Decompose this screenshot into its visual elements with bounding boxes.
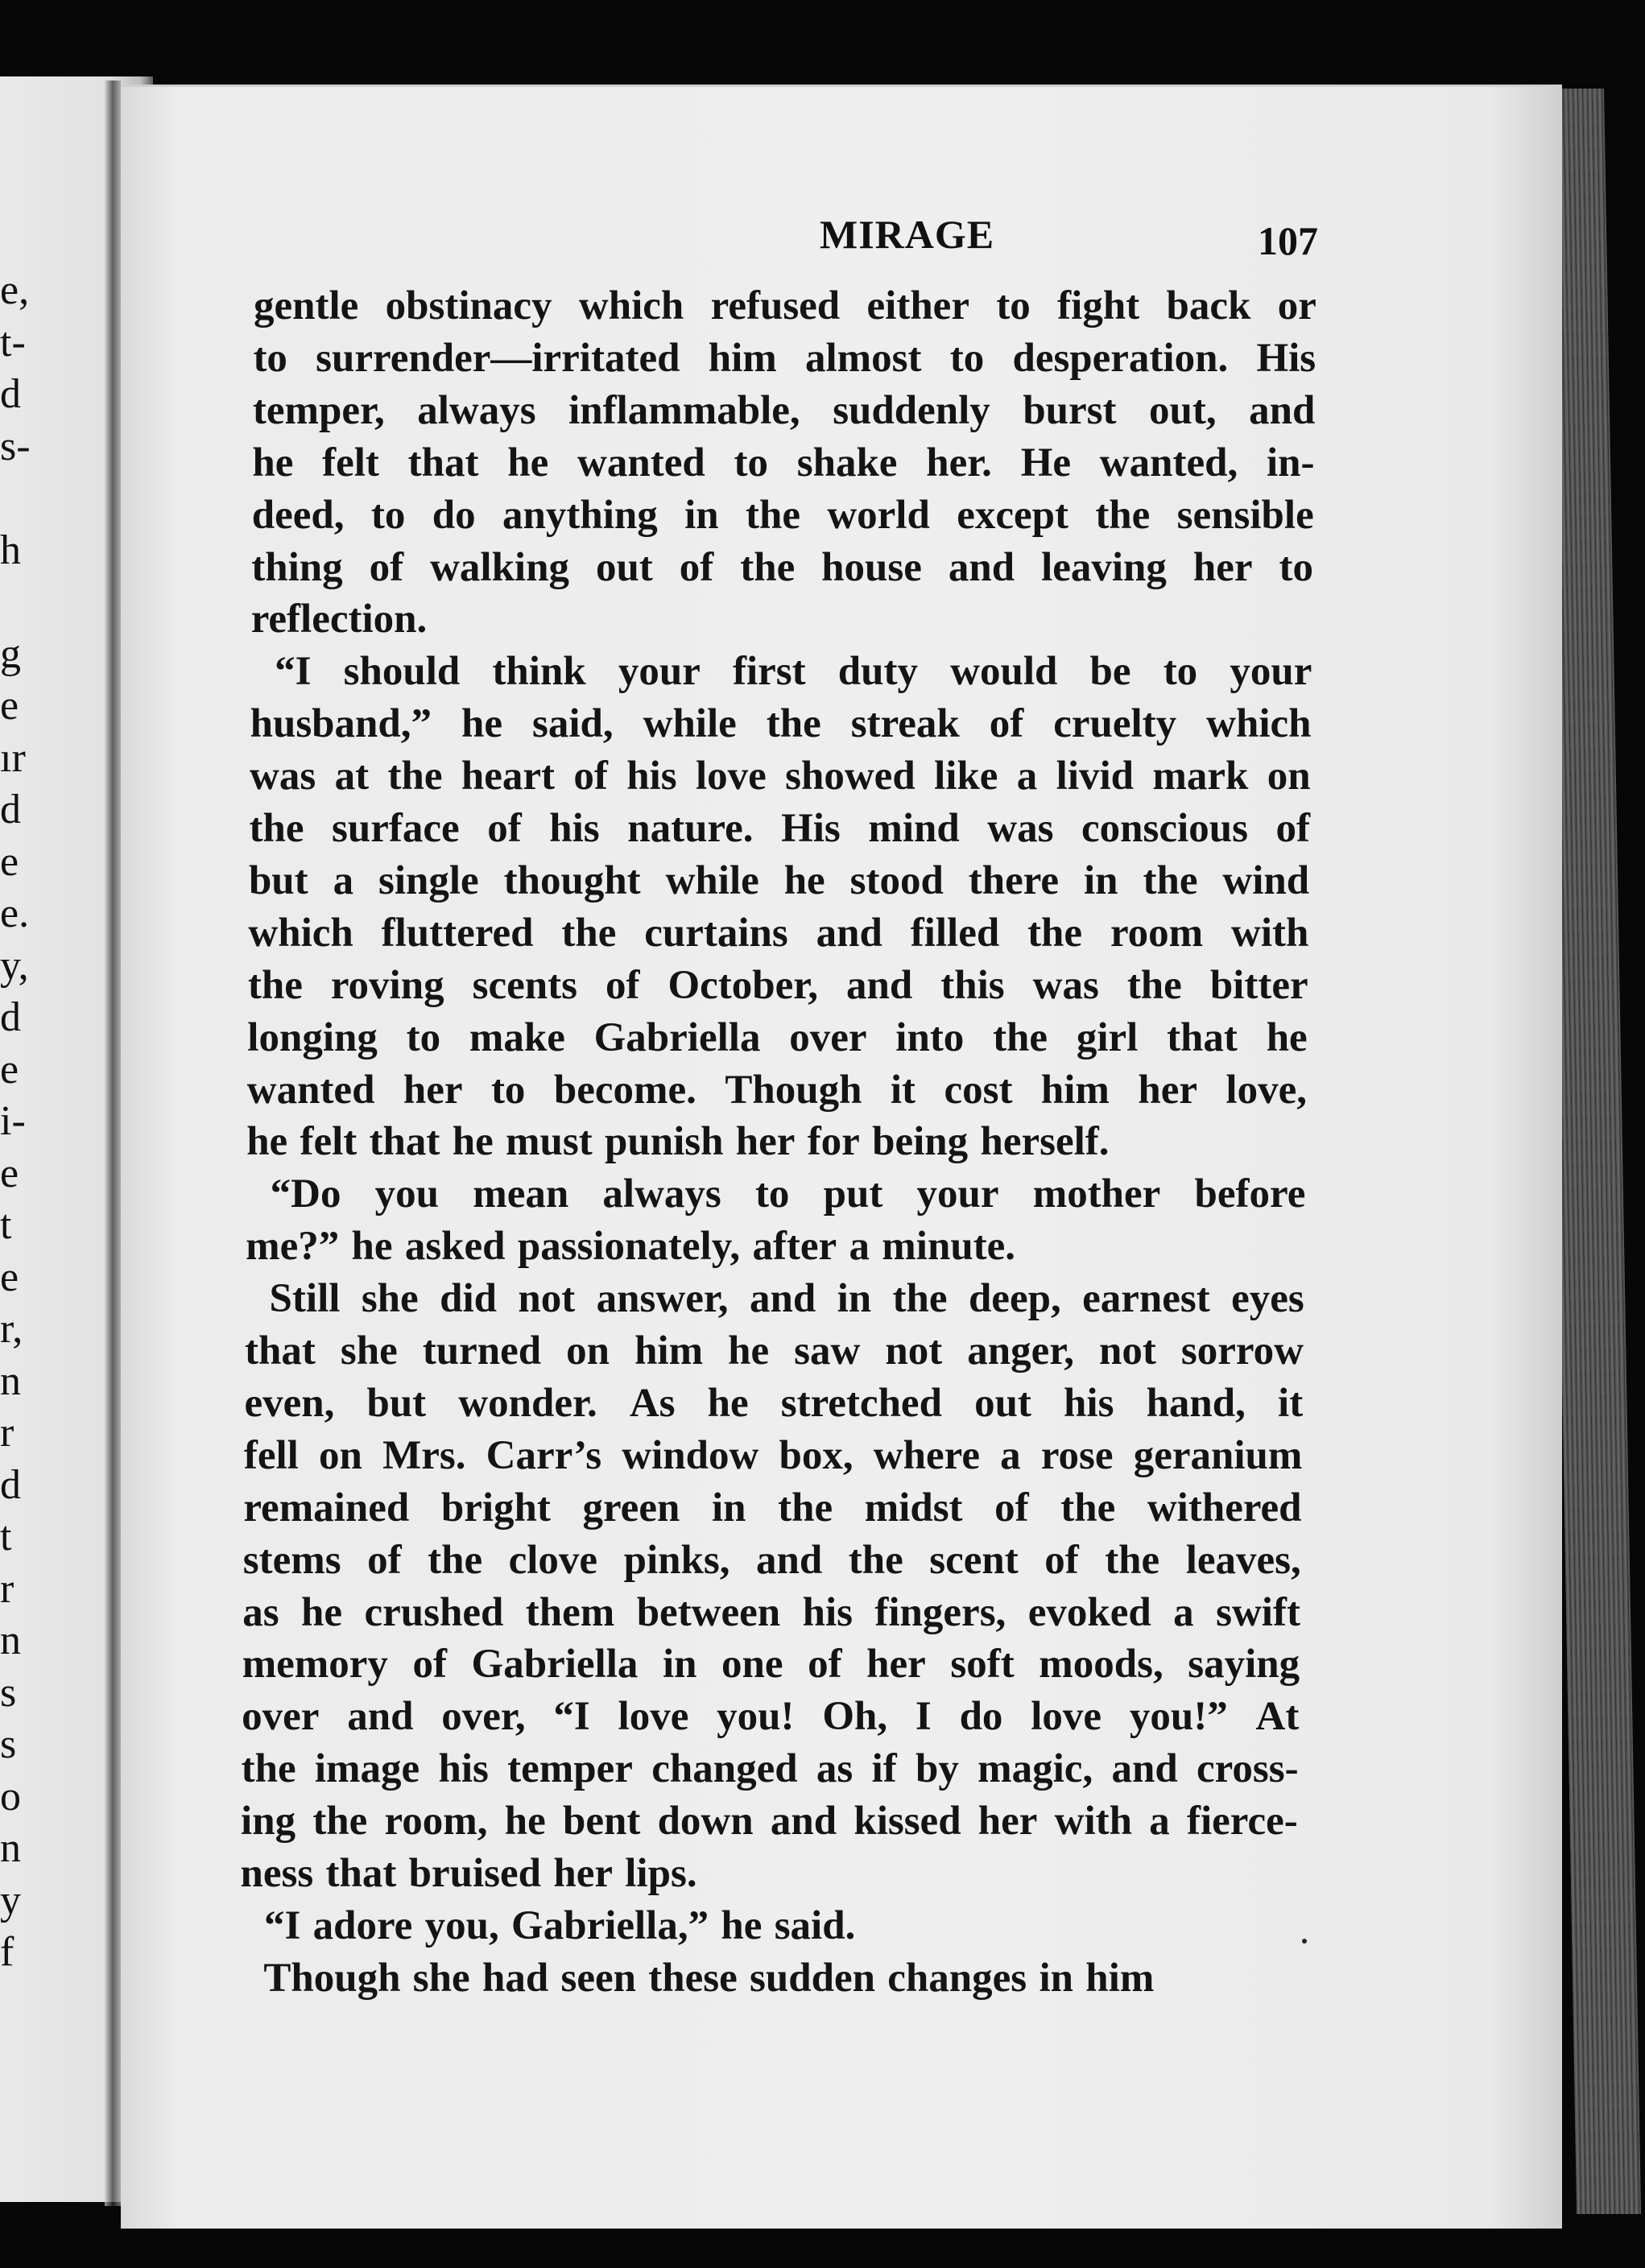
left-page-fragment: e [0,1254,19,1300]
left-page-fragment: r, [0,1306,23,1352]
body-text [121,0,1562,2268]
text-line: thing of walking out of the house and leaving her to [251,544,1313,590]
text-line: as he crushed them between his fingers, evoked a swift [242,1589,1300,1635]
text-line: was at the heart of his love showed like a livid mark on [250,754,1311,799]
left-page-fragment: s [0,1721,17,1767]
left-page-fragment: s [0,1669,17,1716]
left-page-fragment: e [0,1046,19,1093]
text-line: he felt that he must punish her for being herself. [246,1119,1110,1165]
book-gutter [105,81,121,2206]
text-line: me?” he asked passionately, after a minute. [246,1224,1016,1270]
text-line: wanted her to become. Though it cost him her love, [246,1067,1307,1113]
left-page-fragment: t- [0,319,26,366]
left-page-fragment: o [0,1773,21,1820]
left-page-fragment: t [0,1514,12,1560]
left-page-fragment: n [0,1825,21,1871]
text-line: Still she did not answer, and in the deep, earnest eyes [269,1276,1304,1322]
text-line: the image his temper changed as if by magic, and cross- [241,1746,1299,1792]
left-page-fragment: e. [0,890,30,936]
left-page-fragment: ır [0,734,26,781]
text-line: which fluttered the curtains and filled the room with [248,910,1309,956]
left-page-fragment: d [0,1461,21,1508]
left-page-fragment: r [0,1410,14,1456]
text-line: “I adore you, Gabriella,” he said. [263,1902,856,1948]
left-page-fragment: y, [0,942,29,989]
running-title: MIRAGE [820,212,995,257]
text-line: the surface of his nature. His mind was conscious of [249,806,1310,851]
text-line: gentle obstinacy which refused either to fight back or [254,283,1316,328]
speck-mark [1302,1939,1307,1944]
text-line: memory of Gabriella in one of her soft moods, saying [242,1642,1300,1688]
left-page-fragment: t [0,1202,12,1248]
text-line: but a single thought while he stood there in the wind [248,857,1310,903]
text-line: he felt that he wanted to shake her. He wanted, in- [252,440,1315,485]
left-page-fragment: f [0,1929,14,1975]
left-page-fragment: d [0,787,21,832]
left-page-fragment: e, [0,267,30,313]
text-line: deed, to do anything in the world except the sensible [251,492,1314,538]
left-page-fragment: h [0,527,21,573]
text-line: temper, always inflammable, suddenly burst out, and [252,387,1316,433]
left-page-fragment: r [0,1565,14,1612]
text-line: fell on Mrs. Carr’s window box, where a rose geranium [243,1432,1303,1478]
left-page-fragment: s- [0,423,31,469]
text-line: “Do you mean always to put your mother before [270,1171,1306,1217]
left-page-fragment: d [0,994,21,1040]
text-line: stems of the clove pinks, and the scent of the leaves, [242,1537,1301,1583]
text-line: the roving scents of October, and this was the bitter [247,962,1308,1008]
left-page-fragment: e [0,838,19,885]
left-page-fragment: n [0,1617,21,1663]
text-line: remained bright green in the midst of the withered [243,1485,1302,1531]
text-line: “I should think your first duty would be to your [275,649,1312,695]
text-line: that she turned on him he saw not anger, not sorrow [245,1328,1304,1374]
left-page-fragment: n [0,1357,21,1404]
left-page-fragment: e [0,1150,19,1196]
text-line: husband,” he said, while the streak of cruelty which [250,701,1312,747]
text-line: longing to make Gabriella over into the girl that he [247,1014,1308,1060]
left-page-fragment: e [0,683,19,729]
left-page-fragment: y [0,1877,21,1923]
text-line: to surrender—irritated him almost to desperation. His [253,335,1316,381]
left-page-fragment: i- [0,1098,26,1144]
text-line: over and over, “I love you! Oh, I do love you!” At [242,1694,1300,1740]
text-line: even, but wonder. As he stretched out his hand, it [244,1380,1304,1426]
left-page-fragment: d [0,371,21,417]
text-line: reflection. [250,597,428,642]
text-line: ing the room, he bent down and kissed her with a fierce- [241,1799,1298,1845]
page-number: 107 [1258,218,1318,263]
text-line: Though she had seen these sudden changes in him [263,1955,1155,2001]
left-page-fragment: g [0,630,21,677]
text-line: ness that bruised her lips. [240,1851,697,1896]
